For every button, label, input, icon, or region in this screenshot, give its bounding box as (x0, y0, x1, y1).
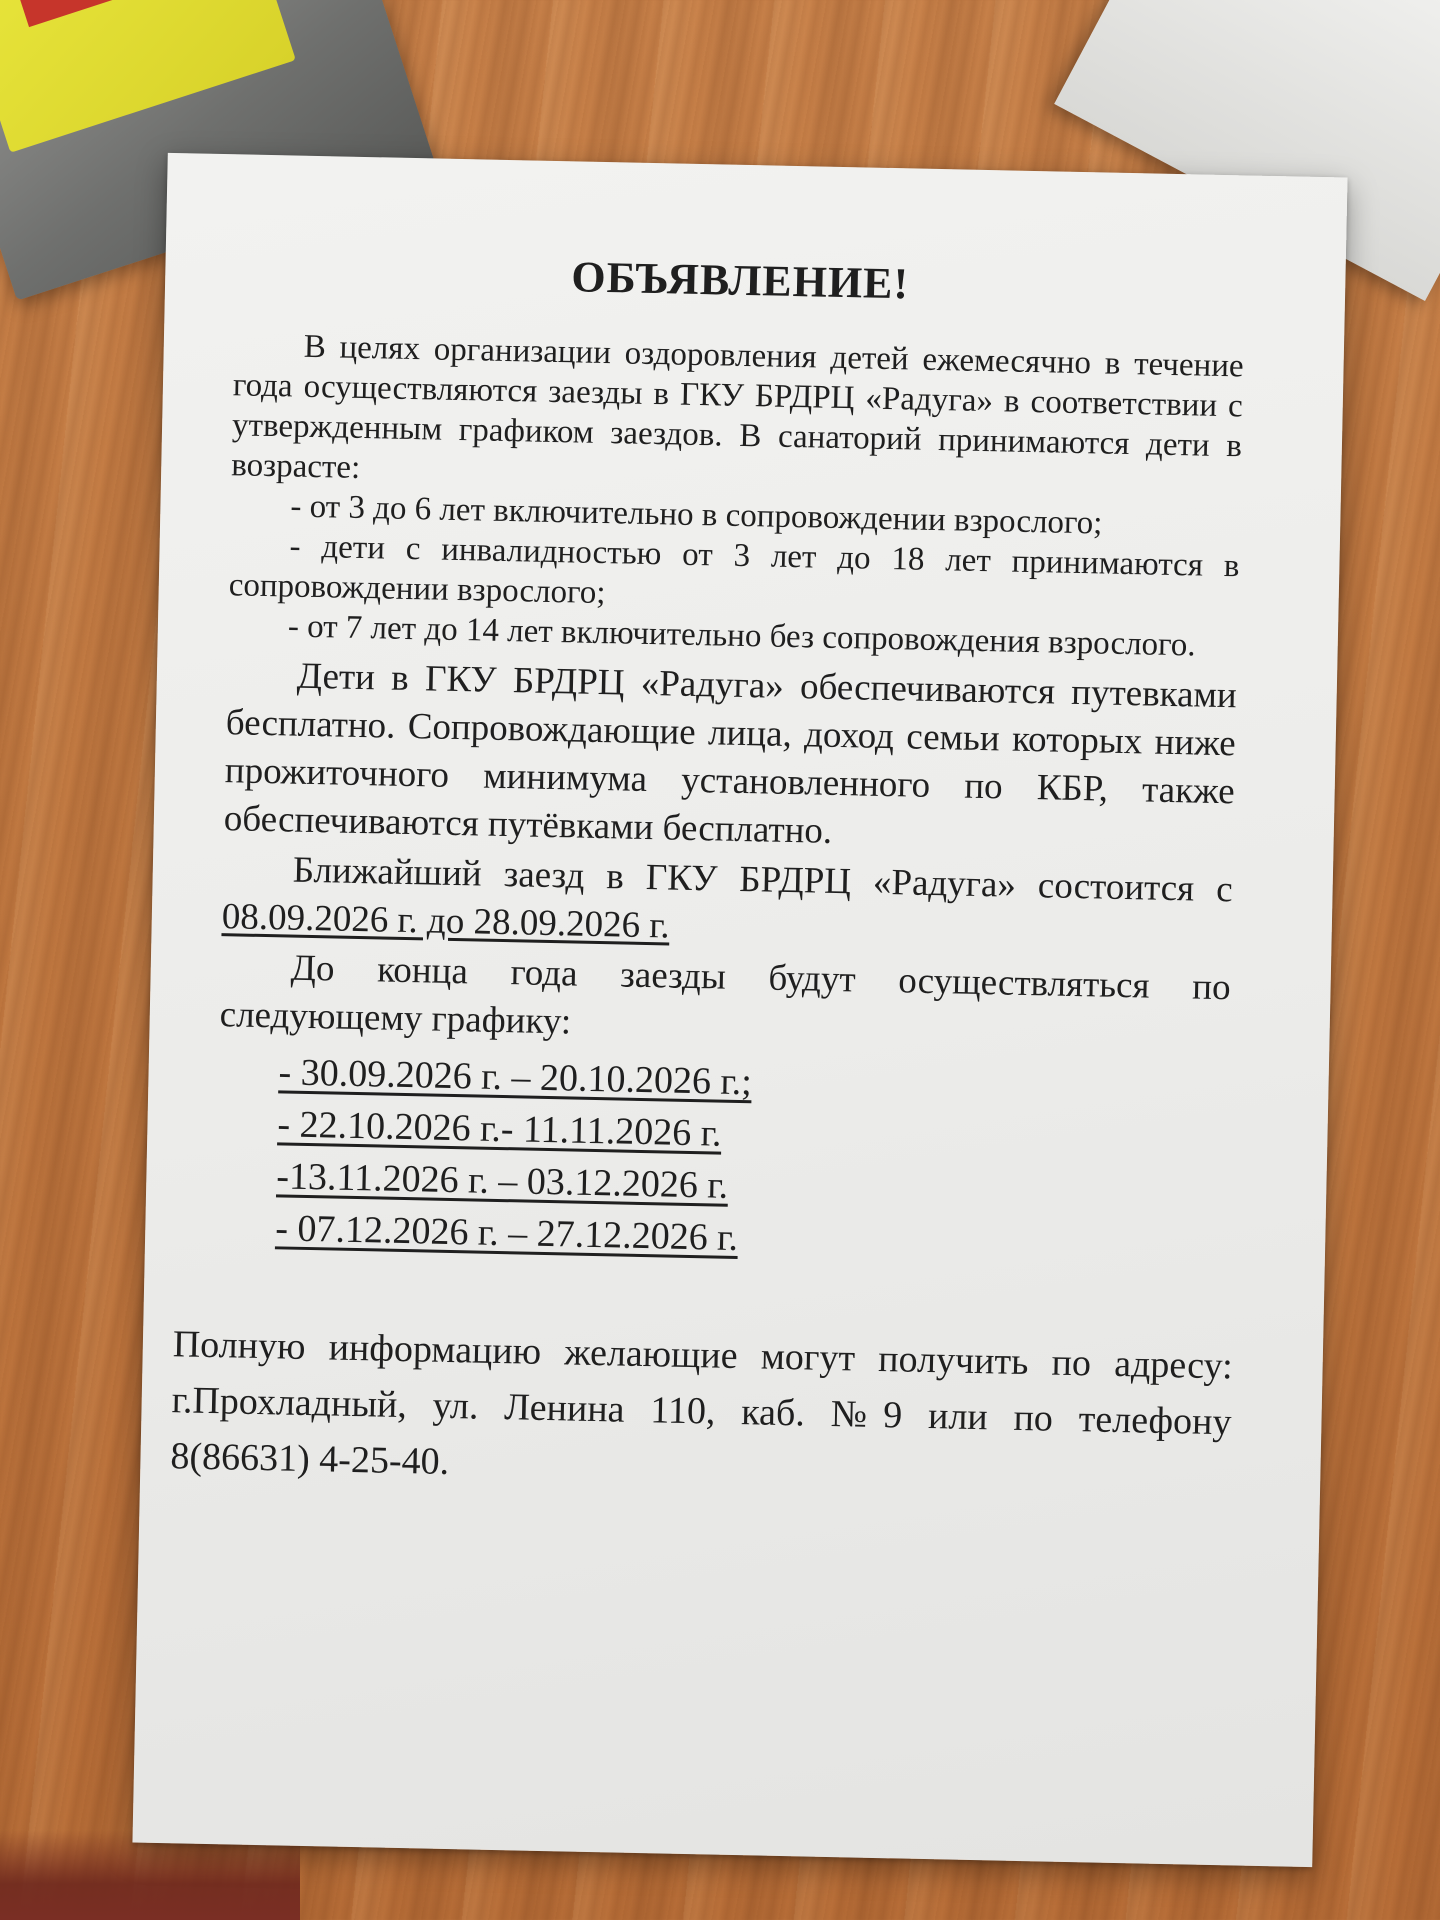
notice-title: ОБЪЯВЛЕНИЕ! (570, 252, 910, 309)
next-stay-prefix: Ближайший заезд в ГКУ БРДРЦ «Радуга» состоится с (292, 849, 1234, 911)
schedule-intro: До конца года заезды будут осуществляться по следующему графику: (219, 947, 1232, 1043)
notice-content (170, 244, 1246, 1544)
next-stay-paragraph (221, 845, 1233, 962)
contact-paragraph: Полную информацию желающие могут получить по адресу: г.Прохладный, ул. Ленина 110, каб. №9 или по телефону 8(86631) 4-25-40. (170, 1323, 1234, 1484)
age-group-item: - от 3 до 6 лет включительно в сопровождении взрослого; (290, 488, 1103, 542)
schedule-dates: - 22.10.2026 г.- 11.11.2026 г. (277, 1103, 722, 1155)
age-group-item: - дети с инвалидностью от 3 лет до 18 лет принимаются в сопровождении взрослого; (228, 528, 1240, 612)
free-vouchers-paragraph: Дети в ГКУ БРДРЦ «Радуга» обеспечиваются путевками бесплатно. Сопровождающие лица, доход семьи которых ниже прожиточного минимума установленного по КБР, также обеспечиваются путёвками бесплатно. (223, 655, 1238, 852)
notice-sheet (132, 153, 1347, 1867)
intro-paragraph: В целях организации оздоровления детей ежемесячно в течение года осуществляются заезды в ГКУ БРДРЦ «Радуга» в соответствии с утвержденным графиком заездов. В санаторий принимаются дети в возрасте: (230, 328, 1244, 486)
schedule-dates: -13.11.2026 г. – 03.12.2026 г. (275, 1155, 729, 1207)
schedule-dates: - 07.12.2026 г. – 27.12.2026 г. (274, 1207, 739, 1260)
schedule-list (275, 1046, 1229, 1274)
schedule-dates: - 30.09.2026 г. – 20.10.2026 г.; (278, 1051, 753, 1104)
next-stay-dates: 08.09.2026 г. до 28.09.2026 г. (221, 896, 671, 947)
age-group-item: - от 7 лет до 14 лет включительно без сопровождения взрослого. (287, 608, 1196, 664)
